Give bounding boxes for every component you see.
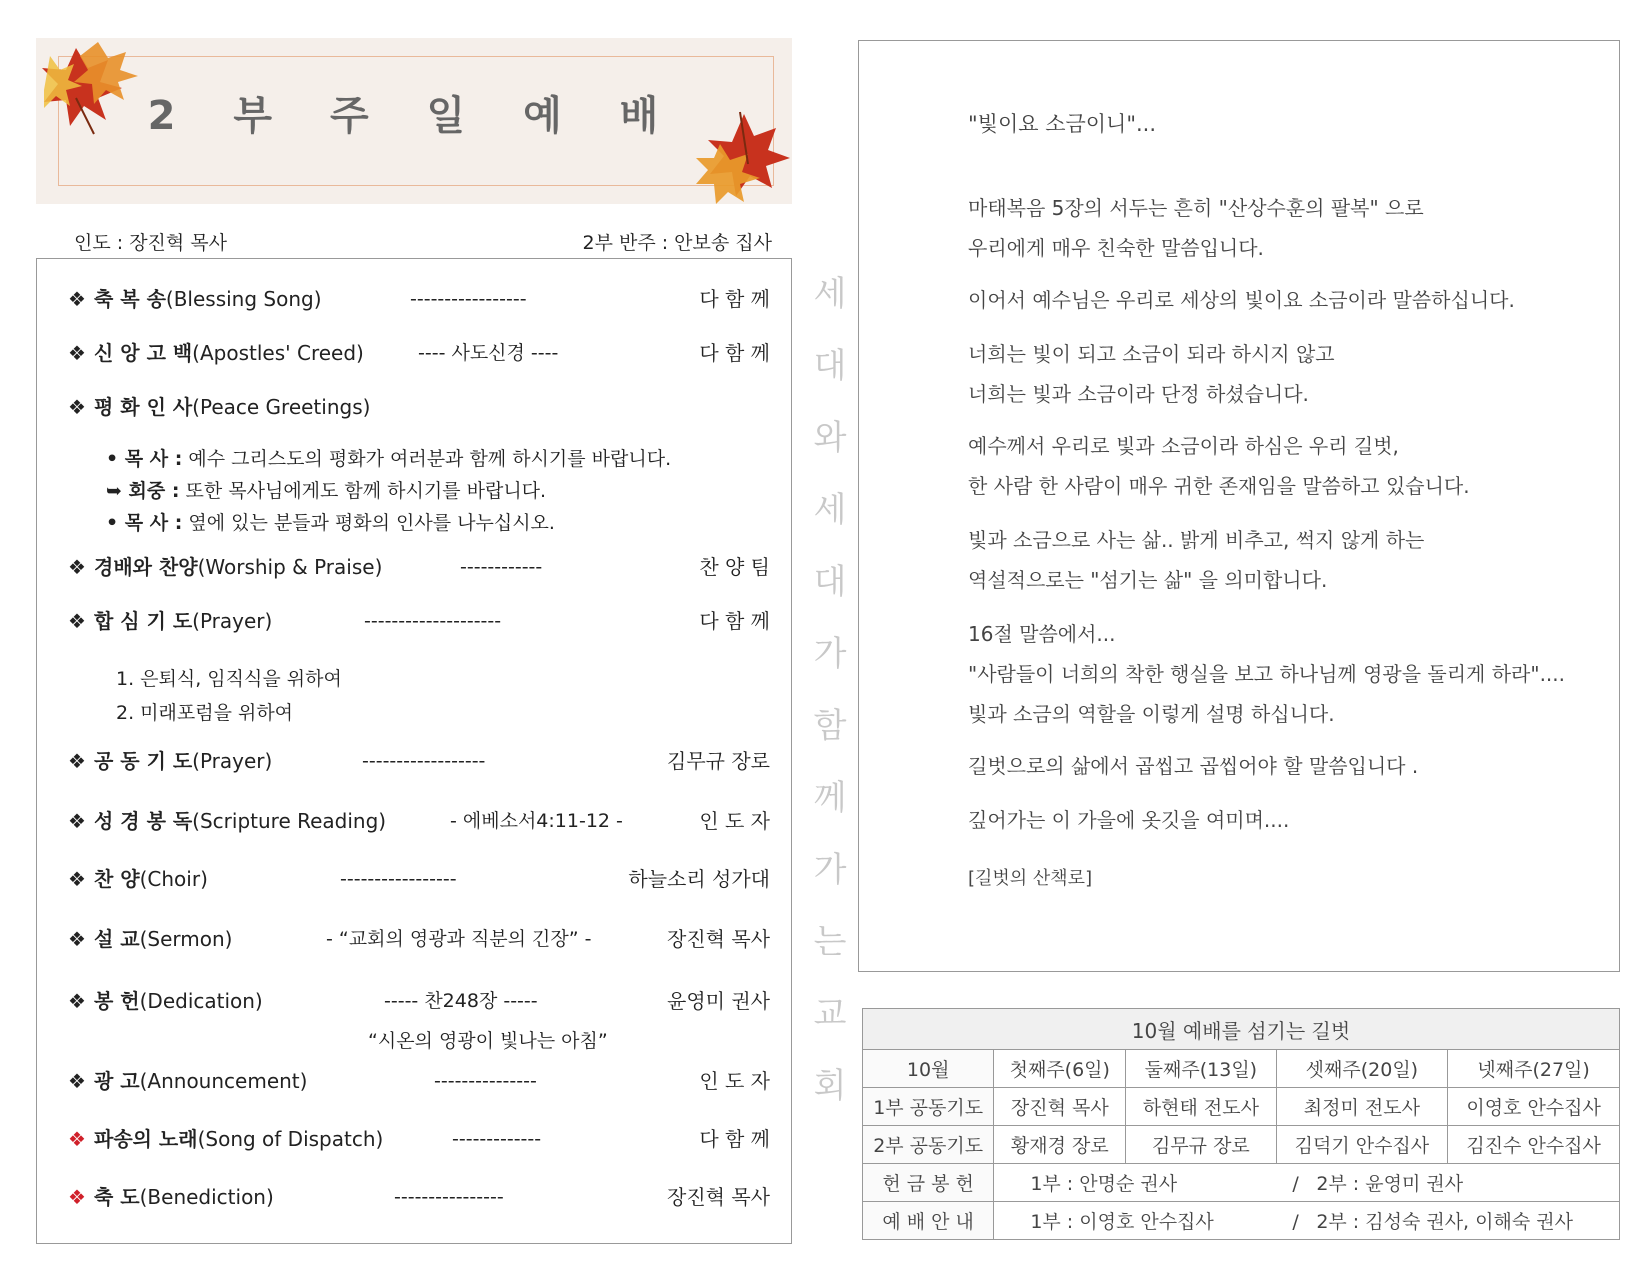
diamond-bullet-icon: ❖ [68,809,86,833]
order-item-leader-line: -------------------- [364,610,502,632]
vertical-slogan-char: 세 [813,490,847,530]
table-cell: 1부 공동기도 [863,1088,994,1126]
peace-line-1: • 목 사 : 예수 그리스도의 평화가 여러분과 함께 하시기를 바랍니다. [106,448,672,470]
order-item-leader-line: --------------- [434,1070,537,1092]
order-item-song-of-dispatch: ❖ 파송의 노래(Song of Dispatch) [68,1124,383,1154]
meditation-line: 너희는 빛과 소금이라 단정 하셨습니다. [968,382,1309,406]
table-cell: 이영호 안수집사 [1448,1088,1620,1126]
diamond-bullet-icon: ❖ [68,989,86,1013]
meditation-line: 예수께서 우리로 빛과 소금이라 하심은 우리 길벗, [968,434,1399,458]
order-item-worship-praise: ❖ 경배와 찬양(Worship & Praise) [68,552,382,582]
meditation-line: "사람들이 너희의 착한 행실을 보고 하나님께 영광을 돌리게 하라".... [968,662,1566,686]
meditation-line: 마태복음 5장의 서두는 흔히 "산상수훈의 팔복" 으로 [968,196,1424,220]
order-item-apostles-creed: ❖ 신 앙 고 백(Apostles' Creed) [68,338,364,368]
table-cell: 헌 금 봉 헌 [863,1164,994,1202]
table-cell: 장진혁 목사 [994,1088,1126,1126]
table-cell: 김진수 안수집사 [1448,1126,1620,1164]
order-item-dedication: ❖ 봉 헌(Dedication) [68,986,263,1016]
vertical-slogan-char: 함 [813,706,847,746]
table-header-cell: 셋째주(20일) [1276,1050,1448,1088]
meditation-line: 빛과 소금으로 사는 삶.. 밝게 비추고, 썩지 않게 하는 [968,528,1425,552]
order-item-responsible: 찬 양 팀 [699,555,770,579]
vertical-slogan-char: 대 [813,346,847,386]
diamond-bullet-icon: ❖ [68,749,86,773]
order-item-leader-line: ------------ [460,556,543,578]
table-header-cell: 둘째주(13일) [1126,1050,1276,1088]
order-item-responsible: 다 함 께 [699,287,770,311]
meditation-line: 역설적으로는 "섬기는 삶" 을 의미합니다. [968,568,1328,592]
order-item-unison-prayer: ❖ 합 심 기 도(Prayer) [68,606,272,636]
order-item-responsible: 윤영미 권사 [667,989,770,1013]
offering-assignees: 1부 : 안명순 권사 / 2부 : 윤영미 권사 [994,1164,1620,1202]
order-item-announcement: ❖ 광 고(Announcement) [68,1066,307,1096]
vertical-slogan-char: 세 [813,274,847,314]
table-cell: 황재경 장로 [994,1126,1126,1164]
table-cell: 2부 공동기도 [863,1126,994,1164]
diamond-bullet-icon: ❖ [68,555,86,579]
diamond-bullet-icon: ❖ [68,1069,86,1093]
sermon-title: - “교회의 영광과 직분의 긴장” - [326,928,592,950]
order-item-responsible: 김무규 장로 [667,749,770,773]
diamond-bullet-icon: ❖ [68,1185,86,1209]
order-item-leader-line: ---- 사도신경 ---- [418,342,559,364]
order-item-scripture: - 에베소서4:11-12 - [450,810,623,832]
peace-line-2: ➥ 회중 : 또한 목사님에게도 함께 하시기를 바랍니다. [106,480,547,502]
servers-table [862,1008,1620,1240]
diamond-bullet-icon: ❖ [68,867,86,891]
service-leader: 인도 : 장진혁 목사 [74,232,227,254]
order-item-scripture-reading: ❖ 성 경 봉 독(Scripture Reading) [68,806,386,836]
order-item-responsible: 하늘소리 성가대 [628,867,770,891]
table-row-guide [863,1202,1620,1240]
table-header-row [863,1050,1620,1088]
diamond-bullet-icon: ❖ [68,395,86,419]
table-row [863,1126,1620,1164]
order-item-responsible: 장진혁 목사 [667,1185,770,1209]
order-item-leader-line: ---------------- [394,1186,504,1208]
service-title: 2 부 주 일 예 배 [147,93,681,139]
order-item-responsible: 다 함 께 [699,609,770,633]
dedication-hymn-number: ----- 찬248장 ----- [384,990,538,1012]
order-item-leader-line: ----------------- [340,868,457,890]
meditation-line: 빛과 소금의 역할을 이렇게 설명 하십니다. [968,702,1335,726]
diamond-bullet-icon: ❖ [68,341,86,365]
meditation-line: 우리에게 매우 친숙한 말씀입니다. [968,236,1264,260]
table-header-cell: 10월 [863,1050,994,1088]
table-cell: 김덕기 안수집사 [1276,1126,1448,1164]
diamond-bullet-icon: ❖ [68,609,86,633]
order-item-sermon: ❖ 설 교(Sermon) [68,924,232,954]
guide-assignees: 1부 : 이영호 안수집사 / 2부 : 김성숙 권사, 이해숙 권사 [994,1202,1620,1240]
prayer-item: 2. 미래포럼을 위하여 [116,702,294,724]
table-row-offering [863,1164,1620,1202]
peace-line-3: • 목 사 : 옆에 있는 분들과 평화의 인사를 나누십시오. [106,512,555,534]
order-item-peace-greetings: ❖ 평 화 인 사(Peace Greetings) [68,392,370,422]
order-item-responsible: 인 도 자 [699,1069,770,1093]
vertical-slogan-char: 가 [813,850,847,890]
order-item-leader-line: ------------------ [362,750,486,772]
table-row [863,1088,1620,1126]
meditation-line: 16절 말씀에서... [968,622,1116,646]
vertical-slogan-char: 회 [813,1066,847,1106]
meditation-line: 깊어가는 이 가을에 옷깃을 여미며.... [968,808,1290,832]
order-item-choir: ❖ 찬 양(Choir) [68,864,208,894]
dedication-hymn-title: “시온의 영광이 빛나는 아침” [368,1030,608,1052]
meditation-title: "빛이요 소금이니"... [968,112,1157,136]
diamond-bullet-icon: ❖ [68,1127,86,1151]
table-cell: 하현태 전도사 [1126,1088,1276,1126]
meditation-line: 길벗으로의 삶에서 곱씹고 곱씹어야 할 말씀입니다 . [968,754,1419,778]
order-item-blessing-song: ❖ 축 복 송(Blessing Song) [68,284,322,314]
table-cell: 최정미 전도사 [1276,1088,1448,1126]
vertical-slogan-char: 께 [813,778,847,818]
order-item-corporate-prayer: ❖ 공 동 기 도(Prayer) [68,746,272,776]
meditation-line: 이어서 예수님은 우리로 세상의 빛이요 소금이라 말씀하십니다. [968,288,1515,312]
meditation-line: 한 사람 한 사람이 매우 귀한 존재임을 말씀하고 있습니다. [968,474,1470,498]
diamond-bullet-icon: ❖ [68,287,86,311]
diamond-bullet-icon: ❖ [68,927,86,951]
table-cell: 예 배 안 내 [863,1202,994,1240]
prayer-item: 1. 은퇴식, 임직식을 위하여 [116,668,342,690]
order-item-responsible: 다 함 께 [699,1127,770,1151]
table-header-cell: 넷째주(27일) [1448,1050,1620,1088]
order-item-responsible: 인 도 자 [699,809,770,833]
order-item-leader-line: ----------------- [410,288,527,310]
vertical-slogan-char: 대 [813,562,847,602]
table-cell: 김무규 장로 [1126,1126,1276,1164]
meditation-line: 너희는 빛이 되고 소금이 되라 하시지 않고 [968,342,1335,366]
order-item-benediction: ❖ 축 도(Benediction) [68,1182,274,1212]
meditation-source: [길벗의 산책로] [968,868,1093,889]
vertical-slogan-char: 가 [813,634,847,674]
order-item-responsible: 다 함 께 [699,341,770,365]
table-caption: 10월 예배를 섬기는 길벗 [863,1009,1620,1050]
vertical-slogan-char: 는 [813,922,847,962]
order-item-responsible: 장진혁 목사 [667,927,770,951]
table-header-cell: 첫째주(6일) [994,1050,1126,1088]
vertical-slogan-char: 와 [813,418,847,458]
vertical-slogan-char: 교 [813,994,847,1034]
order-item-leader-line: ------------- [452,1128,542,1150]
service-accompanist: 2부 반주 : 안보송 집사 [582,232,772,254]
